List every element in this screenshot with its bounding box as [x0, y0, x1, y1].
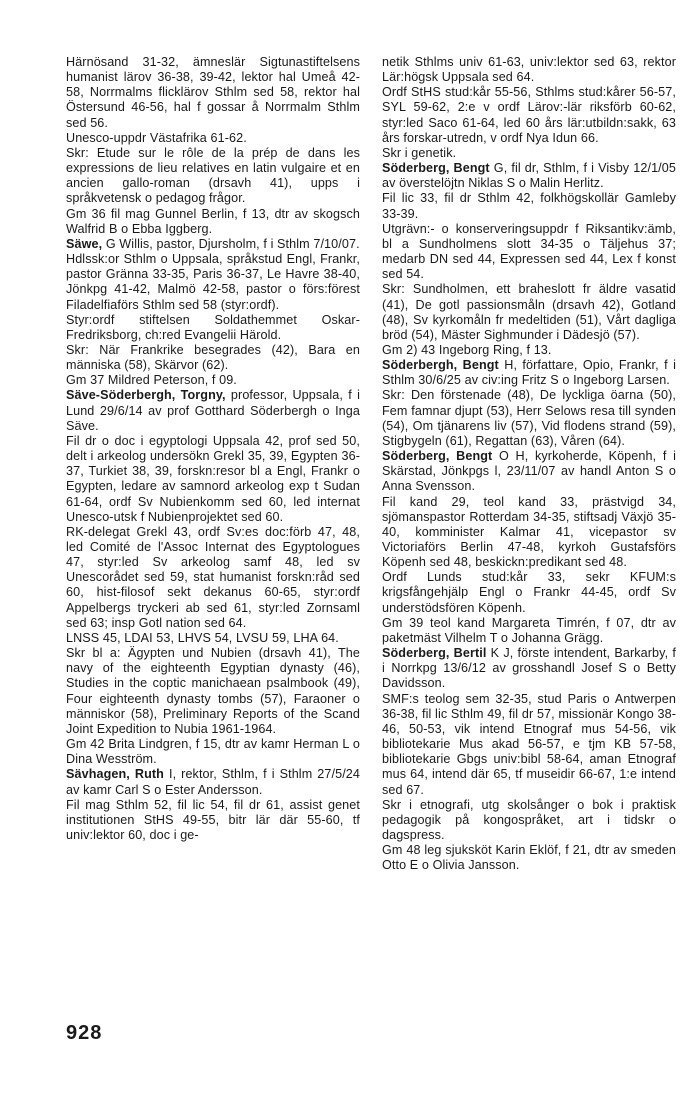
biography-entry: [66, 388, 360, 767]
biography-entry: [66, 55, 360, 237]
entry-text: I, rektor, Sthlm, f i Sthlm 27/5/24 av kamr Carl S o Ester Andersson.: [66, 767, 360, 797]
entry-text: Skr: Sundholmen, ett braheslott fr äldre vasatid (41), De gotl passionsmåln (drsavh 42), Gotland (48), Sv kyrkomåln fr medeltiden (51), Vårt dagliga bröd (54), Mäster Sighmunder i Dädesjö (57).: [382, 282, 676, 342]
entry-first-paragraph: [66, 237, 360, 252]
entry-first-paragraph: [66, 767, 360, 797]
biography-entry: [382, 161, 676, 358]
page-number: 928: [66, 1022, 103, 1044]
left-column: [66, 55, 360, 843]
entry-paragraph: [382, 146, 676, 161]
entry-headword: Säwe,: [66, 236, 103, 251]
entry-text: Gm 2) 43 Ingeborg Ring, f 13.: [382, 342, 552, 357]
entry-paragraph: [382, 798, 676, 843]
entry-text: Gm 48 leg sjuksköt Karin Eklöf, f 21, dtr av smeden Otto E o Olivia Jansson.: [382, 843, 676, 873]
entry-paragraph: [66, 313, 360, 343]
entry-headword: Sävhagen, Ruth: [66, 767, 164, 782]
entry-paragraph: [382, 843, 676, 873]
entry-paragraph: [382, 222, 676, 283]
entry-text: Skr: När Frankrike besegrades (42), Bara en människa (58), Skärvor (62).: [66, 342, 360, 373]
entry-paragraph: [66, 798, 360, 843]
entry-text: Härnösand 31-32, ämneslär Sigtunastiftelsens humanist lärov 36-38, 39-42, lektor hal Umeå 42-58, Norrmalms flicklärov Sthlm sed 58, rektor hal Östersund 46-56, hal f gossar å Norrmalm Sthlm sed 56.: [66, 55, 360, 130]
entry-paragraph: [66, 631, 360, 646]
entry-headword: Söderberg, Bengt: [382, 161, 490, 176]
entry-text: professor, Uppsala, f i Lund 29/6/14 av prof Gotthard Söderbergh o Inga Säve.: [66, 388, 360, 433]
entry-paragraph: [66, 131, 360, 146]
entry-text: RK-delegat Grekl 43, ordf Sv:es doc:förb 47, 48, led Comité de l'Assoc Internat des Egyptologues 47, styr:led Sv arkeolog samf 48, led sv Unescorådet sed 59, stat humanist forskn:råd sed 60, hist-filosof sekt dekanus 60-65, styr:ordf Appelbergs tryckeri ab sed 61, styr:led Zornsaml sed 63; insp Gotl nation sed 64.: [66, 524, 360, 630]
entry-text: Unesco-uppdr Västafrika 61-62.: [66, 130, 247, 145]
entry-first-paragraph: [382, 161, 676, 191]
entry-text: G Willis, pastor, Djursholm, f i Sthlm 7/10/07.: [105, 236, 360, 251]
entry-paragraph: [382, 495, 676, 571]
entry-paragraph: [382, 343, 676, 358]
entry-paragraph: [66, 343, 360, 373]
biography-entry: [382, 358, 676, 449]
biography-entry: [66, 767, 360, 843]
biography-entry: [382, 55, 676, 161]
entry-text: Ordf StHS stud:kår 55-56, Sthlms stud:kårer 56-57, SYL 59-62, 2:e v ordf Lärov:-lär riksförb 60-62, styr:led Saco 61-64, led 60 års lär:utbildn:sakk, 63 års forskar-utredn, v ordf Nya Idun 66.: [382, 85, 676, 145]
entry-paragraph: [382, 616, 676, 646]
right-column: [382, 55, 676, 873]
entry-paragraph: [382, 282, 676, 343]
entry-text: Gm 42 Brita Lindgren, f 15, dtr av kamr Herman L o Dina Wesström.: [66, 737, 360, 767]
entry-text: Utgrävn:- o konserveringsuppdr f Riksantikv:ämb, bl a Sundholmens slott 34-35 o Täljehus 37; medarb DN sed 44, Expressen sed 44, Lex f konst sed 54.: [382, 221, 676, 282]
entry-first-paragraph: [382, 358, 676, 388]
entry-paragraph: [382, 85, 676, 146]
entry-text: Hdlssk:or Sthlm o Uppsala, språkstud Engl, Frankr, pastor Gränna 33-35, Paris 36-37, Le Havre 38-40, Jönkpg 41-42, Malmö 42-58, pastor o förs:förest Filadelfiaförs Sthlm sed 58 (styr:ordf).: [66, 252, 360, 312]
entry-text: Ordf Lunds stud:kår 33, sekr KFUM:s krigsfångehjälp Engl o Frankr 44-45, ordf Sv understödsfören Köpenh.: [382, 570, 676, 615]
entry-text: O H, kyrkoherde, Köpenh, f i Skärstad, Jönkpgs l, 23/11/07 av handl Anton S o Anna Svensson.: [382, 449, 676, 494]
entry-paragraph: [382, 388, 676, 449]
entry-text: Fil mag Sthlm 52, fil lic 54, fil dr 61, assist genet institutionen StHS 49-55, bitr lär där 55-60, tf univ:lektor 60, doc i ge-: [66, 797, 360, 842]
entry-text: netik Sthlms univ 61-63, univ:lektor sed 63, rektor Lär:högsk Uppsala sed 64.: [382, 55, 676, 85]
entry-text: LNSS 45, LDAI 53, LHVS 54, LVSU 59, LHA 64.: [66, 630, 339, 645]
entry-headword: Söderbergh, Bengt: [382, 358, 499, 373]
entry-text: Gm 37 Mildred Peterson, f 09.: [66, 373, 237, 388]
biography-entry: [382, 449, 676, 646]
entry-headword: Söderberg, Bengt: [382, 449, 493, 464]
entry-paragraph: [66, 525, 360, 631]
entry-headword: Säve-Söderbergh, Torgny,: [66, 388, 226, 403]
entry-text: Skr: Den förstenade (48), De lyckliga öarna (50), Fem famnar djupt (53), Herr Selows resa till synden (54), Om tjänarens liv (57), Vid flodens strand (59), Stigbygeln (61), Regattan (63), Våren (64).: [382, 388, 676, 448]
entry-paragraph: [66, 434, 360, 525]
entry-text: G, fil dr, Sthlm, f i Visby 12/1/05 av överstelöjtn Niklas S o Malin Herlitz.: [382, 161, 676, 191]
entry-text: Skr i etnografi, utg skolsånger o bok i praktisk pedagogik på kongospråket, art i tidskr o dagspress.: [382, 797, 676, 842]
entry-text: Styr:ordf stiftelsen Soldathemmet Oskar-Fredriksborg, ch:red Evangelii Härold.: [66, 312, 360, 342]
entry-text: Skr bl a: Ägypten und Nubien (drsavh 41), The navy of the eighteenth Egyptian dynasty (46), Studies in the coptic manichaean psalmbook (49), Four eighteenth dynasty tombs (57), Faraoner o människor (58), Preliminary Reports of the Scand Joint Expedition to Nubia 1961-1964.: [66, 646, 360, 736]
entry-text: SMF:s teolog sem 32-35, stud Paris o Antwerpen 36-38, fil lic Sthlm 49, fil dr 57, missionär Kongo 38-46, 50-53, vik intend Etnograf mus 54-56, vik bibliotekarie Mus akad 56-57, e tjm KB 57-58, bibliotekarie Gbgs univ:bibl 58-64, aman Etnograf mus 64, intend där 65, tf museidir 66-67, 1:e intend sed 67.: [382, 691, 676, 797]
entry-paragraph: [382, 570, 676, 615]
entry-text: Gm 39 teol kand Margareta Timrén, f 07, dtr av paketmäst Vilhelm T o Johanna Grägg.: [382, 615, 676, 645]
entry-paragraph: [66, 646, 360, 737]
entry-first-paragraph: [382, 646, 676, 691]
entry-text: Skr i genetik.: [382, 145, 457, 160]
entry-text: Gm 36 fil mag Gunnel Berlin, f 13, dtr av skogsch Walfrid B o Ebba Iggberg.: [66, 206, 360, 236]
entry-text: Fil lic 33, fil dr Sthlm 42, folkhögskollär Gamleby 33-39.: [382, 191, 676, 221]
entry-first-paragraph: [66, 388, 360, 433]
entry-paragraph: [66, 207, 360, 237]
entry-text: Fil kand 29, teol kand 33, prästvigd 34, sjömanspastor Rotterdam 34-35, stiftsadj Växjö 35-40, komminister Kalmar 41, vicepastor sv Victoriaförs Berlin 47-48, kyrkoh Gustafsförs Köpenh sed 48, beskickn:predikant sed 48.: [382, 494, 676, 570]
entry-text: Skr: Etude sur le rôle de la prép de dans les expressions de lieu relatives en latin vulgaire et en ancien gallo-roman (drsavh 41), upps i språkvetensk o pedagog frågor.: [66, 145, 360, 206]
entry-text: K J, förste intendent, Barkarby, f i Norrkpg 13/6/12 av grosshandl Josef S o Betty Davidsson.: [382, 646, 676, 691]
biography-entry: [382, 646, 676, 873]
entry-paragraph: [66, 146, 360, 207]
entry-headword: Söderberg, Bertil: [382, 646, 487, 661]
entry-paragraph: [382, 692, 676, 798]
entry-first-paragraph: [382, 449, 676, 494]
entry-paragraph: [66, 737, 360, 767]
entry-text: H, författare, Opio, Frankr, f i Sthlm 30/6/25 av civ:ing Fritz S o Ingeborg Larsen.: [382, 358, 676, 388]
biography-entry: [66, 237, 360, 389]
entry-paragraph: [66, 55, 360, 131]
entry-paragraph: [66, 373, 360, 388]
entry-text: Fil dr o doc i egyptologi Uppsala 42, prof sed 50, delt i arkeolog undersökn Grekl 35, 39, Egypten 36-37, Turkiet 38, 39, forskn:resor bl a Engl, Frankr o Egypten, ledare av samnord arkeolog exp t Sudan 61-64, ordf Sv Nubienkomm sed 60, led internat Unesco-utsk f Nubienprojektet sed 60.: [66, 433, 360, 524]
entry-paragraph: [382, 191, 676, 221]
entry-paragraph: [66, 252, 360, 313]
entry-paragraph: [382, 55, 676, 85]
